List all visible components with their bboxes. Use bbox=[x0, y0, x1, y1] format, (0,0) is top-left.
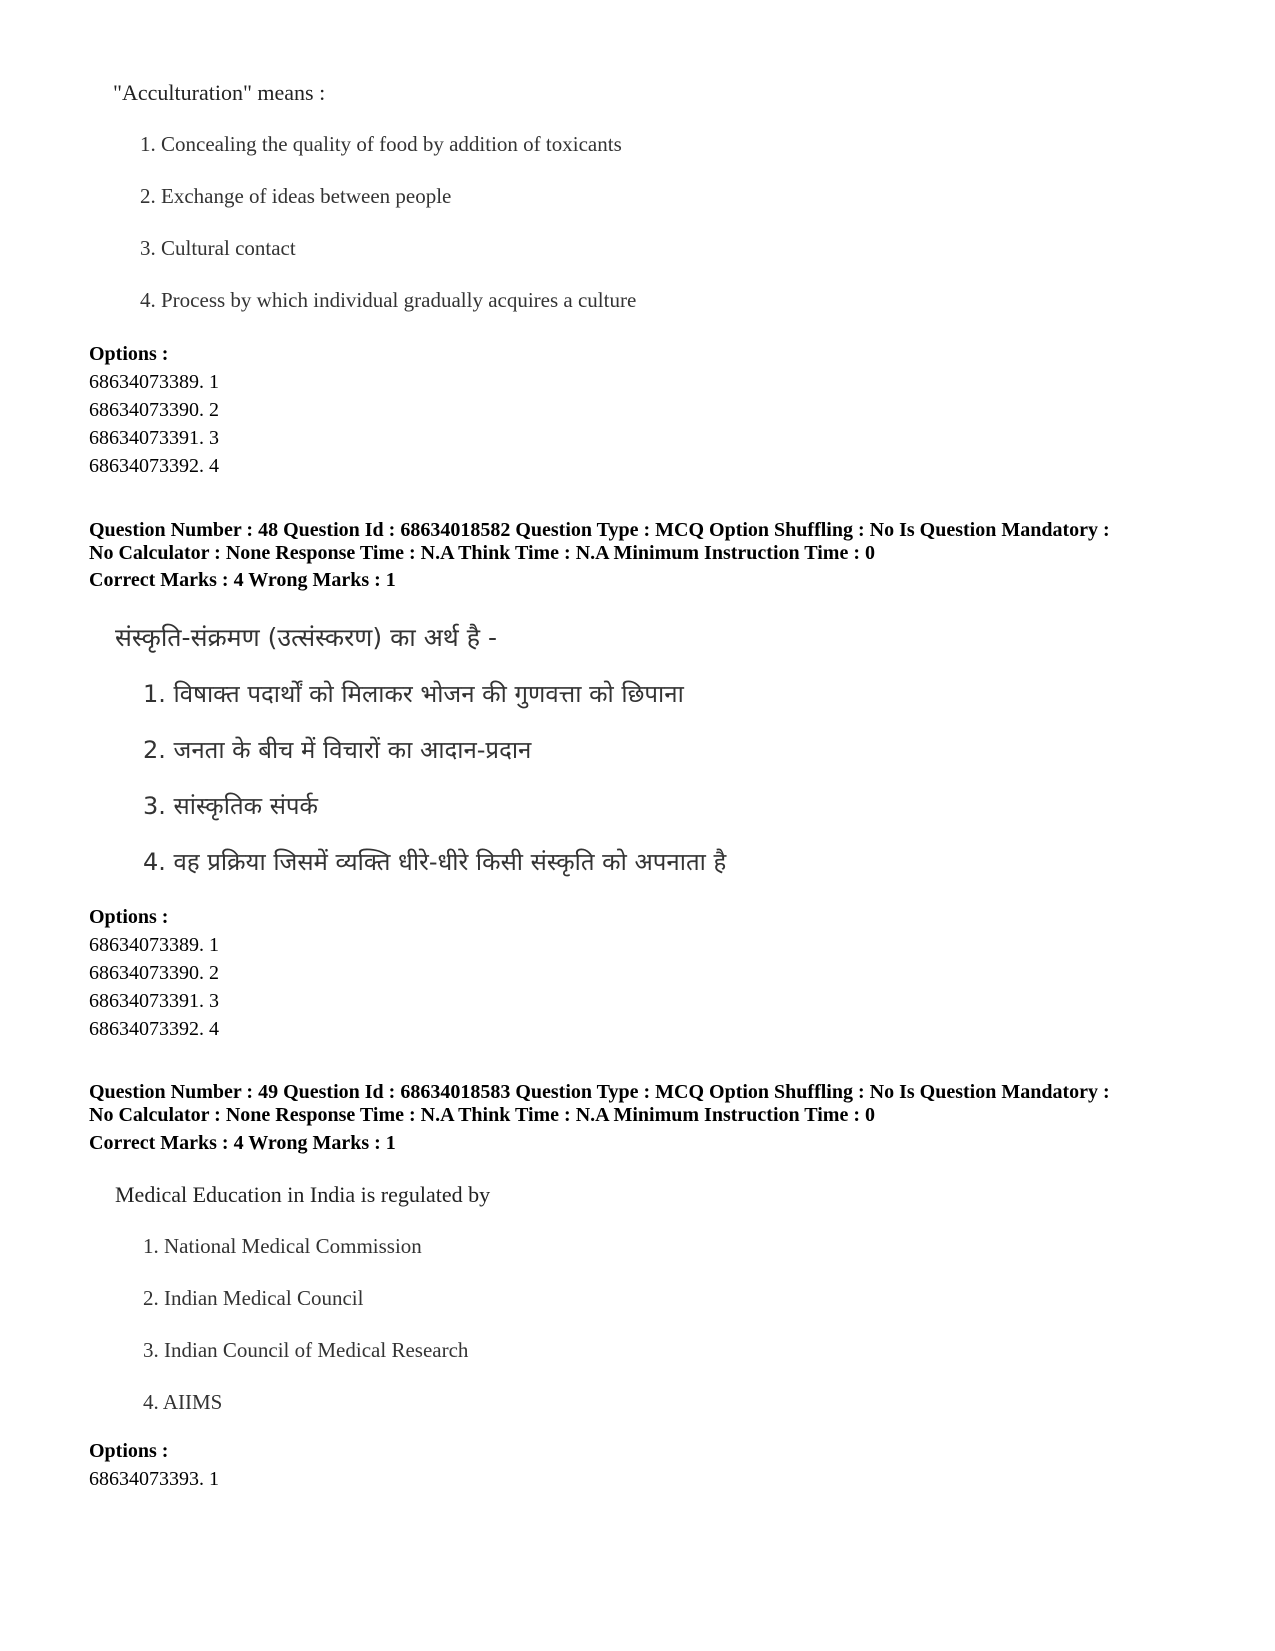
option-id: 68634073389. 1 bbox=[89, 934, 219, 956]
choice-1: 1. National Medical Commission bbox=[143, 1234, 422, 1258]
choice-2: 2. Exchange of ideas between people bbox=[140, 184, 452, 208]
option-id: 68634073390. 2 bbox=[89, 399, 219, 421]
choice-1: 1. विषाक्त पदार्थों को मिलाकर भोजन की गुणवत्ता को छिपाना bbox=[143, 680, 684, 708]
option-id: 68634073392. 4 bbox=[89, 1018, 219, 1040]
choice-4: 4. AIIMS bbox=[143, 1390, 223, 1414]
question-text: Medical Education in India is regulated by bbox=[115, 1182, 491, 1207]
choice-3: 3. Indian Council of Medical Research bbox=[143, 1338, 469, 1362]
choice-3: 3. Cultural contact bbox=[140, 236, 296, 260]
choice-4: 4. वह प्रक्रिया जिसमें व्यक्ति धीरे-धीरे किसी संस्कृति को अपनाता है bbox=[143, 848, 727, 876]
question-text: "Acculturation" means : bbox=[113, 80, 326, 105]
question-meta: No Calculator : None Response Time : N.A Think Time : N.A Minimum Instruction Time : 0 bbox=[89, 1104, 875, 1126]
choice-4: 4. Process by which individual gradually acquires a culture bbox=[140, 288, 637, 312]
choice-1: 1. Concealing the quality of food by addition of toxicants bbox=[140, 132, 622, 156]
question-meta: Question Number : 48 Question Id : 68634018582 Question Type : MCQ Option Shuffling : No Is Question Mandatory : bbox=[89, 519, 1110, 541]
option-id: 68634073389. 1 bbox=[89, 371, 219, 393]
question-text: संस्कृति-संक्रमण (उत्संस्करण) का अर्थ है - bbox=[115, 623, 497, 652]
option-id: 68634073390. 2 bbox=[89, 962, 219, 984]
option-id: 68634073393. 1 bbox=[89, 1468, 219, 1490]
options-label: Options : bbox=[89, 343, 169, 365]
choice-3: 3. सांस्कृतिक संपर्क bbox=[143, 792, 318, 820]
question-meta: Question Number : 49 Question Id : 68634018583 Question Type : MCQ Option Shuffling : No Is Question Mandatory : bbox=[89, 1081, 1110, 1103]
question-meta: No Calculator : None Response Time : N.A Think Time : N.A Minimum Instruction Time : 0 bbox=[89, 542, 875, 564]
options-label: Options : bbox=[89, 1440, 169, 1462]
option-id: 68634073392. 4 bbox=[89, 455, 219, 477]
choice-2: 2. Indian Medical Council bbox=[143, 1286, 364, 1310]
option-id: 68634073391. 3 bbox=[89, 990, 219, 1012]
question-marks: Correct Marks : 4 Wrong Marks : 1 bbox=[89, 569, 396, 591]
options-label: Options : bbox=[89, 906, 169, 928]
option-id: 68634073391. 3 bbox=[89, 427, 219, 449]
question-marks: Correct Marks : 4 Wrong Marks : 1 bbox=[89, 1132, 396, 1154]
choice-2: 2. जनता के बीच में विचारों का आदान-प्रदान bbox=[143, 736, 532, 764]
